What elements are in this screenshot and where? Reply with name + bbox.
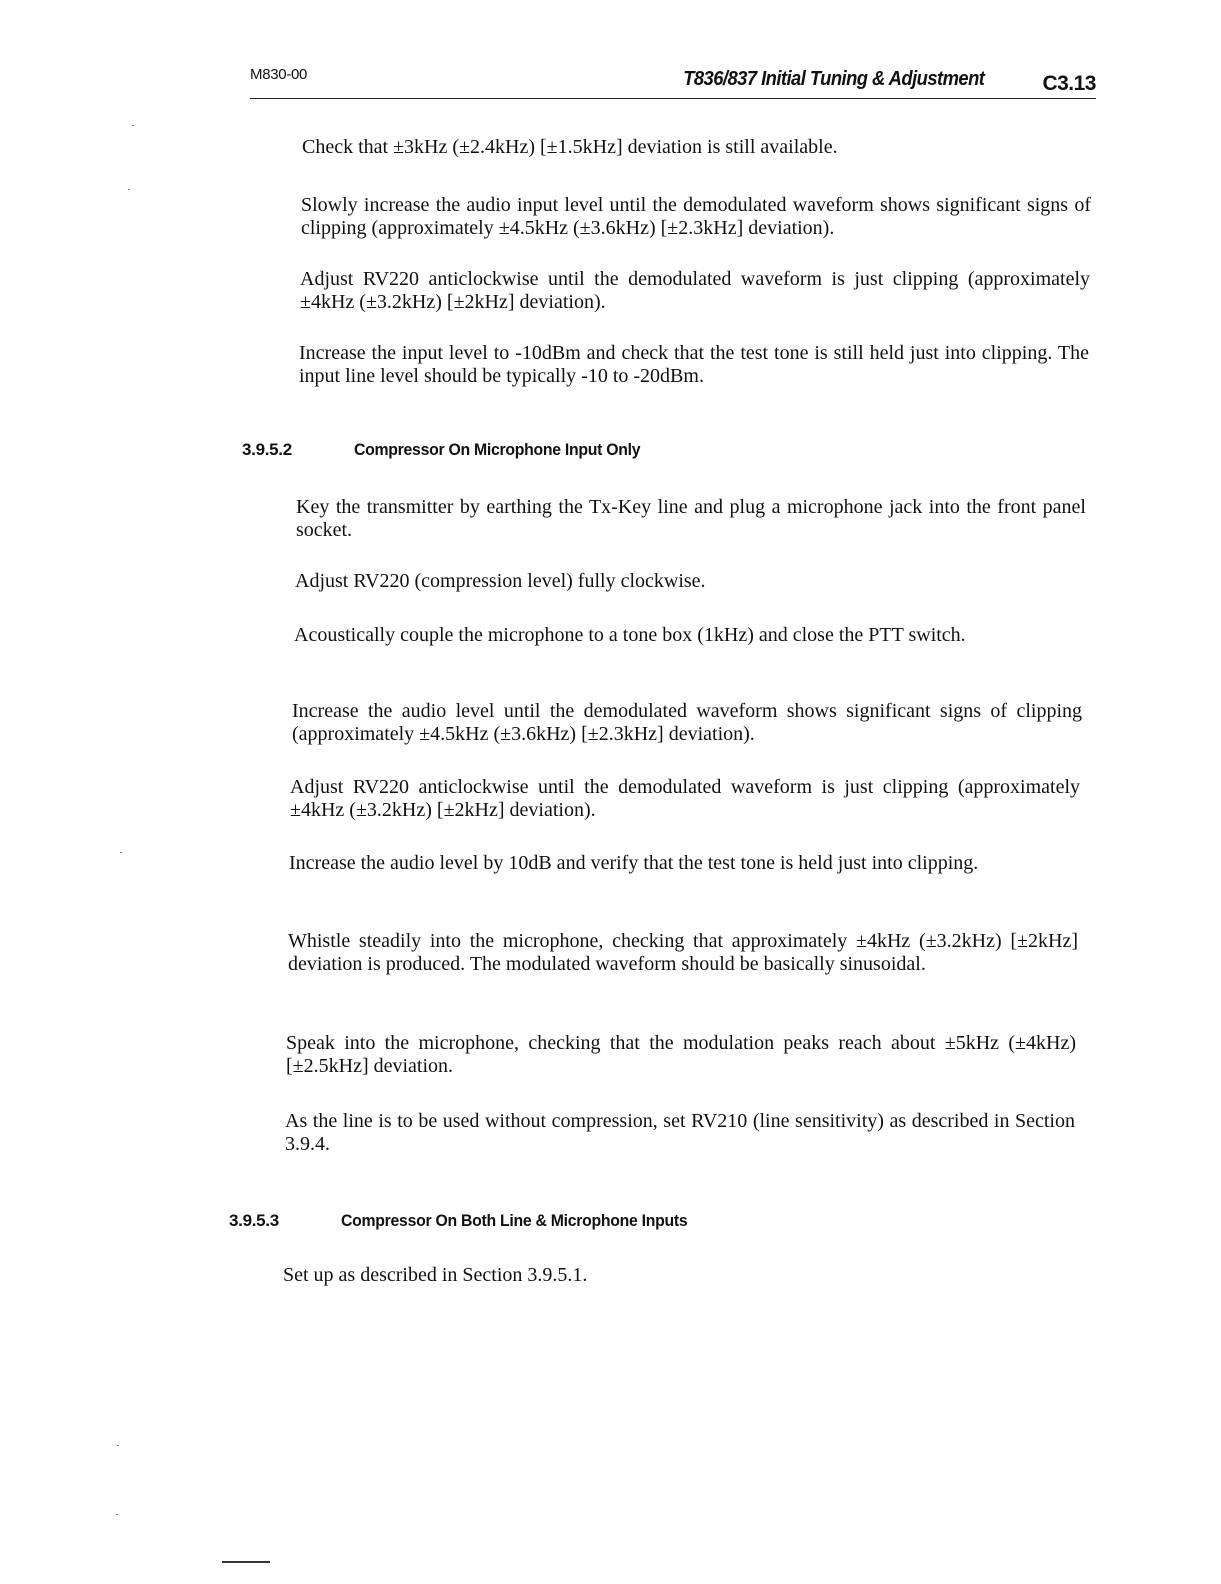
paragraph: Speak into the microphone, checking that the modulation peaks reach about ±5kHz (±4kHz) [±2.5kHz] deviation. (286, 1032, 1076, 1077)
section-title: Compressor On Microphone Input Only (354, 440, 641, 459)
paragraph: Adjust RV220 (compression level) fully clockwise. (295, 570, 706, 592)
section-heading (242, 440, 842, 464)
scan-mark (132, 125, 134, 126)
paragraph: Acoustically couple the microphone to a tone box (1kHz) and close the PTT switch. (294, 624, 966, 646)
section-heading (229, 1211, 849, 1235)
paragraph: Whistle steadily into the microphone, checking that approximately ±4kHz (±3.2kHz) [±2kHz] deviation is produced. The modulated waveform should be basically sinusoidal. (288, 930, 1078, 975)
document-code: M830-00 (250, 66, 308, 83)
paragraph: Set up as described in Section 3.9.5.1. (283, 1264, 588, 1286)
paragraph: Increase the audio level until the demodulated waveform shows significant signs of clipping (approximately ±4.5kHz (±3.6kHz) [±2.3kHz] deviation). (292, 700, 1082, 745)
page-number: C3.13 (1042, 72, 1096, 95)
paragraph: Adjust RV220 anticlockwise until the demodulated waveform is just clipping (approximately ±4kHz (±3.2kHz) [±2kHz] deviation). (300, 268, 1090, 313)
section-number: 3.9.5.2 (242, 440, 292, 459)
paragraph: Slowly increase the audio input level until the demodulated waveform shows significant signs of clipping (approximately ±4.5kHz (±3.6kHz) [±2.3kHz] deviation). (301, 194, 1091, 239)
paragraph: Increase the audio level by 10dB and verify that the test tone is held just into clipping. (289, 852, 979, 874)
section-number: 3.9.5.3 (229, 1211, 279, 1230)
paragraph: Increase the input level to -10dBm and check that the test tone is still held just into clipping. The input line level should be typically -10 to -20dBm. (299, 342, 1089, 387)
scan-mark (120, 852, 122, 853)
page-header (250, 60, 1096, 99)
footer-rule (222, 1561, 270, 1563)
paragraph: Check that ±3kHz (±2.4kHz) [±1.5kHz] deviation is still available. (302, 136, 838, 158)
running-title: T836/837 Initial Tuning & Adjustment (682, 68, 984, 90)
scan-mark (117, 1445, 119, 1446)
scan-mark (128, 189, 130, 190)
paragraph: As the line is to be used without compression, set RV210 (line sensitivity) as described in Section 3.9.4. (285, 1110, 1075, 1155)
paragraph: Adjust RV220 anticlockwise until the demodulated waveform is just clipping (approximately ±4kHz (±3.2kHz) [±2kHz] deviation). (290, 776, 1080, 821)
section-title: Compressor On Both Line & Microphone Inputs (341, 1211, 688, 1230)
paragraph: Key the transmitter by earthing the Tx-Key line and plug a microphone jack into the front panel socket. (296, 496, 1086, 541)
scan-mark (116, 1514, 118, 1515)
